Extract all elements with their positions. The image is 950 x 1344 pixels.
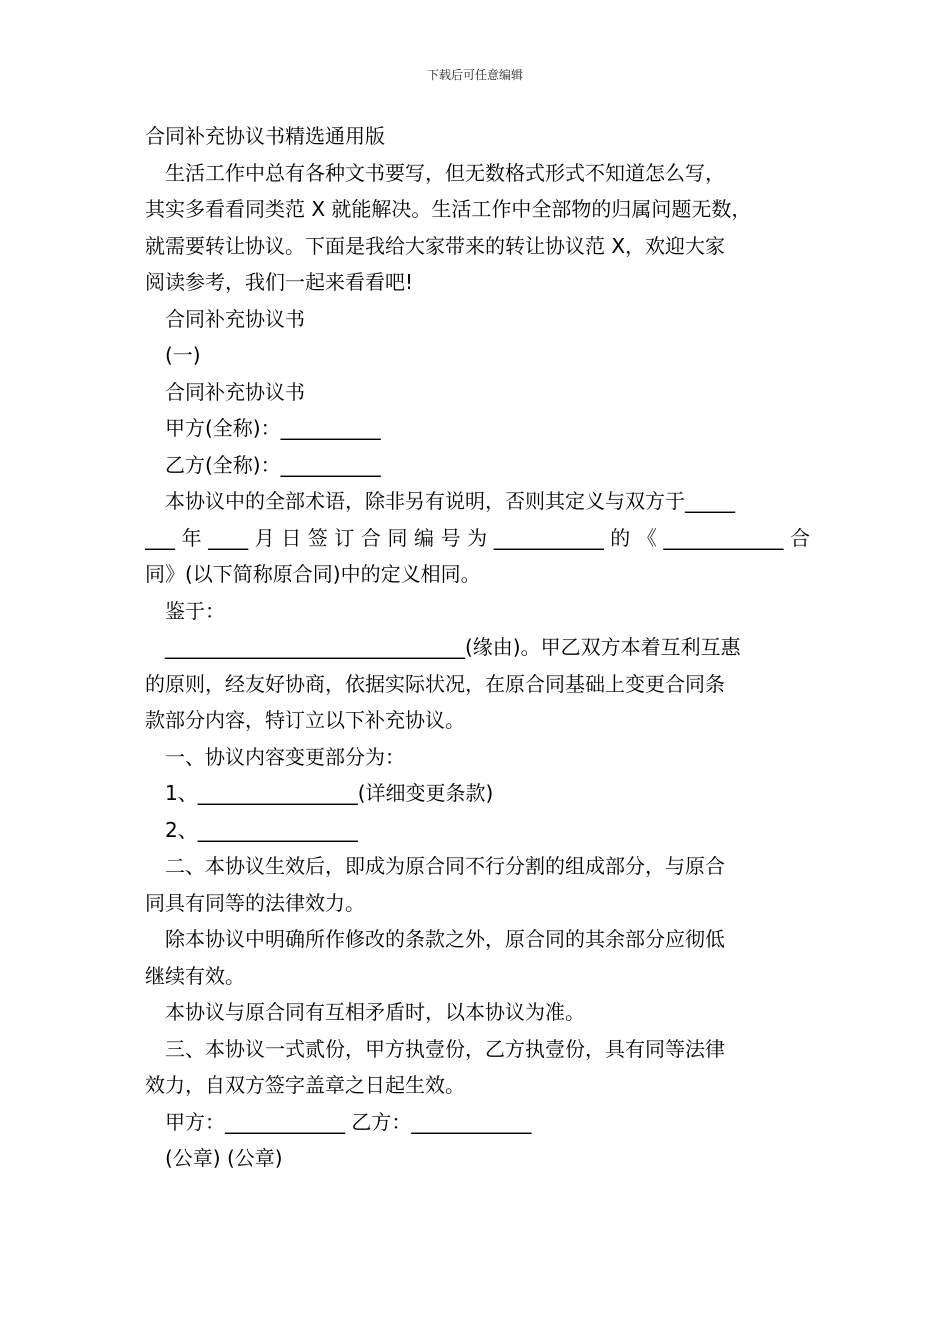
document-body [145,118,810,1177]
document-line: 甲方：____________ 乙方：____________ [165,1109,532,1134]
document-line: ___年____月日签订合同编号为___________的《____________合 [145,525,810,550]
document-line: 款部分内容，特订立以下补充协议。 [145,708,465,732]
document-line: 鉴于： [165,598,225,623]
document-line: 的原则，经友好协商，依据实际状况，在原合同基础上变更合同条 [145,671,725,696]
document-line: 一、协议内容变更部分为： [165,744,405,769]
document-line: 甲方(全称)：__________ [165,416,381,440]
document-line: 1、________________(详细变更条款) [165,781,494,805]
document-line: (一) [165,343,201,367]
document-line: 继续有效。 [145,963,245,988]
document-line: 阅读参考，我们一起来看看吧! [145,270,414,294]
document-line: 生活工作中总有各种文书要写，但无数格式形式不知道怎么写， [165,160,725,185]
document-line: 效力，自双方签字盖章之日起生效。 [145,1073,465,1097]
document-line: 其实多看看同类范 X 就能解决。生活工作中全部物的归属问题无数， [145,197,752,221]
document-line: 合同补充协议书精选通用版 [145,124,385,148]
document-line: 2、________________ [165,817,358,842]
document-line: ______________________________(缘由)。甲乙双方本着互利互惠 [165,635,741,659]
document-line: 合同补充协议书 [165,379,305,404]
document-line: 合同补充协议书 [165,306,305,331]
document-line: 本协议与原合同有互相矛盾时，以本协议为准。 [165,1000,585,1024]
header-note: 下载后可任意编辑 [426,68,523,82]
document-line: 同》(以下简称原合同)中的定义相同。 [145,562,481,586]
document-line: (公章) (公章) [165,1146,283,1170]
document-line: 三、本协议一式贰份，甲方执壹份，乙方执壹份，具有同等法律 [165,1036,725,1061]
document-line: 就需要转让协议。下面是我给大家带来的转让协议范 X，欢迎大家 [145,233,726,258]
document-line: 乙方(全称)：__________ [165,452,381,477]
document-line: 二、本协议生效后，即成为原合同不行分割的组成部分，与原合 [165,854,725,878]
document-line: 本协议中的全部术语，除非另有说明，否则其定义与双方于_____ [165,489,735,513]
document-line: 除本协议中明确所作修改的条款之外，原合同的其余部分应彻低 [165,927,725,951]
document-line: 同具有同等的法律效力。 [145,890,365,915]
